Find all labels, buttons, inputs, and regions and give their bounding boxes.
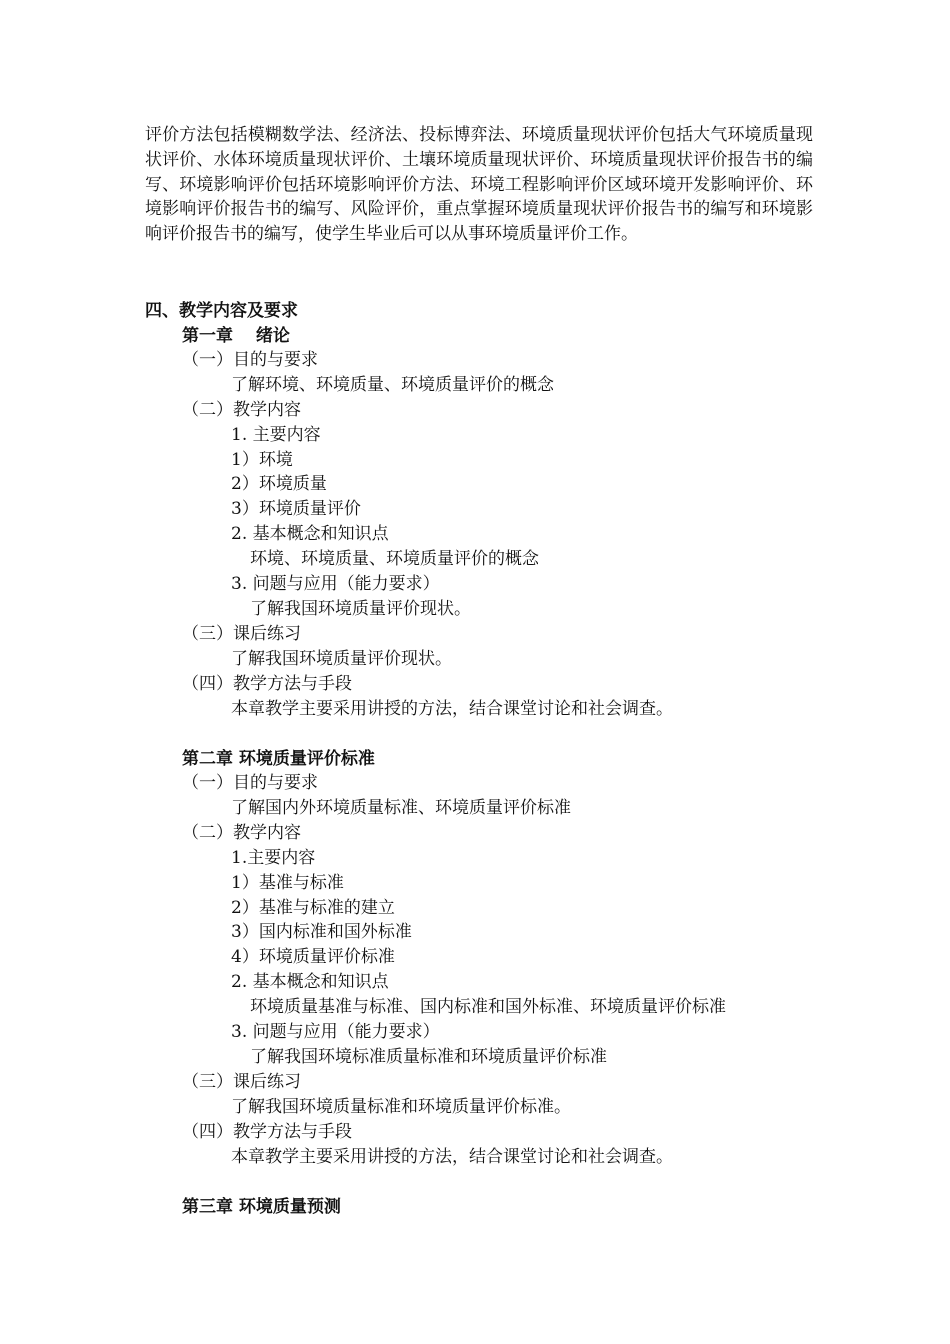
chapter-2-goal-text: 了解国内外环境质量标准、环境质量评价标准 <box>231 798 571 818</box>
intro-paragraph: 评价方法包括模糊数学法、经济法、投标博弈法、环境质量现状评价包括大气环境质量现状评价、水体环境质量现状评价、土壤环境质量现状评价、环境质量现状评价报告书的编写、环境影响评价包括环境影响评价方法、环境工程影响评价区域环境开发影响评价、环境影响评价报告书的编写、风险评价，重点掌握环境质量现状评价报告书的编写和环境影响评价报告书的编写，使学生毕业后可以从事环境质量评价工作。 <box>145 125 813 245</box>
chapter-1-method-text: 本章教学主要采用讲授的方法，结合课堂讨论和社会调查。 <box>231 699 673 719</box>
chapter-1-concepts-label: 2. 基本概念和知识点 <box>231 524 389 544</box>
chapter-1-item: 3）环境质量评价 <box>231 499 361 519</box>
chapter-2-concepts-text: 环境质量基准与标准、国内标准和国外标准、环境质量评价标准 <box>250 997 726 1017</box>
chapter-1-concepts-text: 环境、环境质量、环境质量评价的概念 <box>250 549 539 569</box>
chapter-2-goal-label: （一）目的与要求 <box>182 773 318 793</box>
chapter-2-problems-label: 3. 问题与应用（能力要求） <box>231 1022 440 1042</box>
chapter-1-item: 1）环境 <box>231 450 293 470</box>
chapter-2-item: 4）环境质量评价标准 <box>231 947 395 967</box>
chapter-1-goal-label: （一）目的与要求 <box>182 350 318 370</box>
chapter-1-problems-text: 了解我国环境质量评价现状。 <box>250 599 471 619</box>
chapter-2-concepts-label: 2. 基本概念和知识点 <box>231 972 389 992</box>
chapter-2-main-content-label: 1.主要内容 <box>231 848 316 868</box>
chapter-1-exercise-text: 了解我国环境质量评价现状。 <box>231 649 452 669</box>
chapter-1-problems-label: 3. 问题与应用（能力要求） <box>231 574 440 594</box>
chapter-2-method-text: 本章教学主要采用讲授的方法，结合课堂讨论和社会调查。 <box>231 1147 673 1167</box>
chapter-1-content-label: （二）教学内容 <box>182 400 301 420</box>
chapter-2-problems-text: 了解我国环境标准质量标准和环境质量评价标准 <box>250 1047 607 1067</box>
chapter-1-item: 2）环境质量 <box>231 474 327 494</box>
chapter-1-exercise-label: （三）课后练习 <box>182 624 301 644</box>
chapter-2-item: 2）基准与标准的建立 <box>231 898 395 918</box>
chapter-2-content-label: （二）教学内容 <box>182 823 301 843</box>
chapter-3-title: 第三章 环境质量预测 <box>182 1197 341 1217</box>
chapter-2-item: 3）国内标准和国外标准 <box>231 922 412 942</box>
chapter-1-main-content-label: 1. 主要内容 <box>231 425 321 445</box>
chapter-1-method-label: （四）教学方法与手段 <box>182 674 352 694</box>
chapter-1-goal-text: 了解环境、环境质量、环境质量评价的概念 <box>231 375 554 395</box>
chapter-2-exercise-text: 了解我国环境质量标准和环境质量评价标准。 <box>231 1097 571 1117</box>
chapter-2-method-label: （四）教学方法与手段 <box>182 1122 352 1142</box>
chapter-2-item: 1）基准与标准 <box>231 873 344 893</box>
chapter-2-exercise-label: （三）课后练习 <box>182 1072 301 1092</box>
chapter-2-title: 第二章 环境质量评价标准 <box>182 749 375 769</box>
chapter-1-title: 第一章 绪论 <box>182 326 290 346</box>
section-heading: 四、教学内容及要求 <box>145 301 298 321</box>
